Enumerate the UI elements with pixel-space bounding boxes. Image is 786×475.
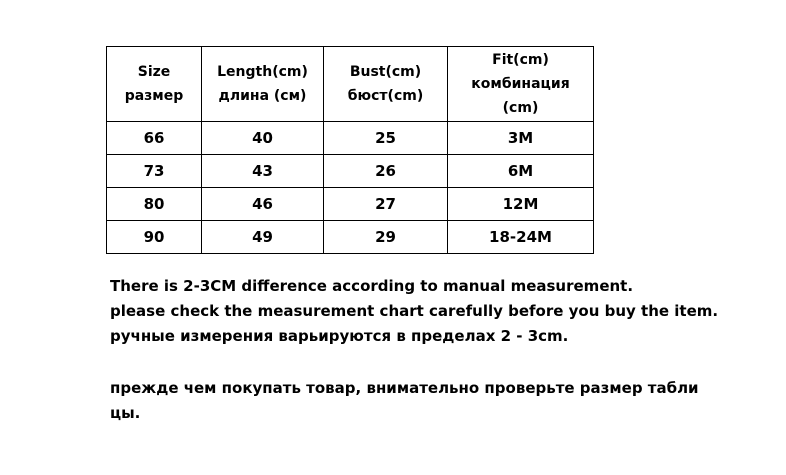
cell-size: 90: [107, 221, 202, 254]
header-fit-en: Fit(cm): [492, 52, 549, 68]
cell-length: 40: [202, 122, 324, 155]
header-fit: [448, 47, 594, 122]
header-size-ru: размер: [124, 88, 184, 104]
header-size-en: Size: [137, 64, 171, 80]
cell-bust: 26: [324, 155, 448, 188]
header-length-ru: длина (см): [218, 88, 307, 104]
measurement-notes: [110, 274, 730, 426]
header-fit-unit: (cm): [502, 100, 539, 116]
note-check-ru-cont: цы.: [110, 404, 141, 422]
cell-size: 80: [107, 188, 202, 221]
note-check-ru: прежде чем покупать товар, внимательно проверьте размер табли: [110, 379, 699, 397]
header-bust-ru: бюст(cm): [347, 88, 424, 104]
header-size: [107, 47, 202, 122]
cell-size: 73: [107, 155, 202, 188]
cell-length: 49: [202, 221, 324, 254]
header-row: [107, 47, 594, 122]
header-length-en: Length(cm): [217, 64, 308, 80]
table-row: [107, 221, 594, 254]
cell-fit: 18-24M: [448, 221, 594, 254]
cell-length: 46: [202, 188, 324, 221]
header-fit-ru: комбинация: [471, 76, 570, 92]
cell-fit: 12M: [448, 188, 594, 221]
size-chart-table: [106, 46, 594, 254]
cell-fit: 6M: [448, 155, 594, 188]
table-row: [107, 122, 594, 155]
table-row: [107, 188, 594, 221]
cell-bust: 25: [324, 122, 448, 155]
note-check-chart: please check the measurement chart carefully before you buy the item.: [110, 302, 719, 320]
cell-size: 66: [107, 122, 202, 155]
header-bust: [324, 47, 448, 122]
table-row: [107, 155, 594, 188]
note-difference-ru: ручные измерения варьируются в пределах 2 - 3cm.: [110, 327, 569, 345]
cell-length: 43: [202, 155, 324, 188]
spacer: [110, 349, 730, 376]
header-bust-en: Bust(cm): [349, 64, 422, 80]
header-length: [202, 47, 324, 122]
cell-fit: 3M: [448, 122, 594, 155]
cell-bust: 27: [324, 188, 448, 221]
cell-bust: 29: [324, 221, 448, 254]
note-difference: There is 2-3CM difference according to manual measurement.: [110, 277, 634, 295]
